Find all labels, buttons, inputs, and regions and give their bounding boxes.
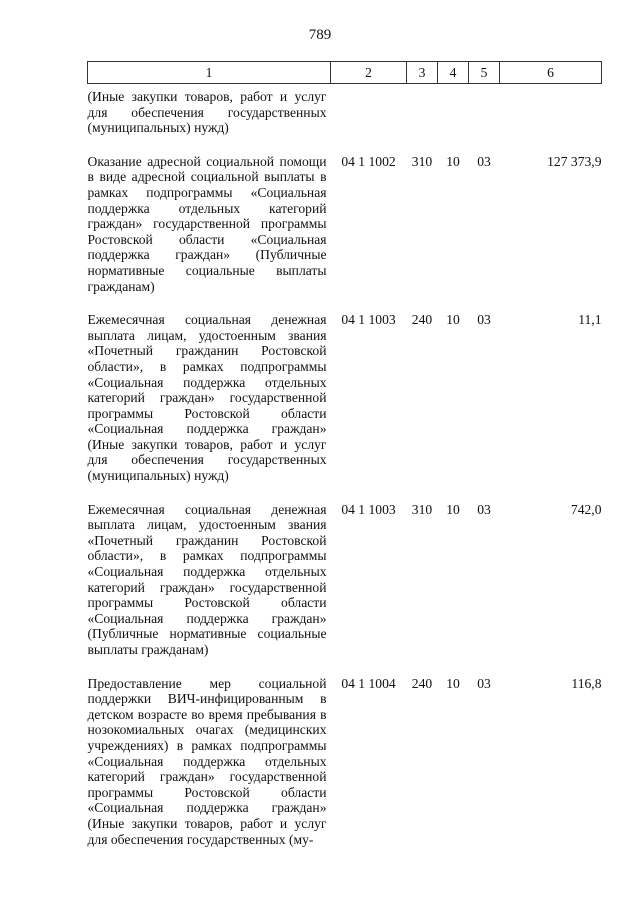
table-row <box>88 676 602 866</box>
row-section: 10 <box>446 153 460 169</box>
row-section: 10 <box>446 675 460 691</box>
row-description: Ежемесячная социальная денежная выплата лицам, удостоенным звания «Почетный гражданин Ростовской области», в рамках подпрограммы «Социальная поддержка отдельных категорий граждан» государственной программы Ростовской области «Социальная поддержка граждан» (Публичные нормативные социальные выплаты гражданам) <box>87 501 327 657</box>
row-description: Оказание адресной социальной помощи в виде адресной социальной выплаты в рамках подпрограммы «Социальная поддержка отдельных категорий граждан» государственной программы Ростовской области «Социальная поддержка граждан» (Публичные нормативные социальные выплаты гражданам) <box>87 153 327 294</box>
row-subsection: 03 <box>477 153 491 169</box>
header-col-1: 1 <box>88 62 331 84</box>
row-subsection <box>469 84 500 154</box>
row-code: 04 1 1003 <box>341 501 396 517</box>
row-subsection: 03 <box>477 312 491 328</box>
row-amount: 127 373,9 <box>547 153 602 169</box>
table-row <box>88 502 602 676</box>
row-amount: 11,1 <box>578 312 602 328</box>
row-type: 240 <box>411 312 433 328</box>
row-code: 04 1 1002 <box>341 153 396 169</box>
table-row <box>88 84 602 154</box>
table-row <box>88 312 602 502</box>
row-code <box>331 84 407 154</box>
header-col-5: 5 <box>469 62 500 84</box>
row-description: (Иные закупки товаров, работ и услуг для обеспечения государственных (муниципальных) нужд) <box>87 89 327 136</box>
row-section: 10 <box>446 312 460 328</box>
row-amount: 742,0 <box>570 501 602 517</box>
row-description: Ежемесячная социальная денежная выплата лицам, удостоенным звания «Почетный гражданин Ростовской области», в рамках подпрограммы «Социальная поддержка отдельных категорий граждан» государственной программы Ростовской области «Социальная поддержка граждан» (Иные закупки товаров, работ и услуг для обеспечения государственных (муниципальных) нужд) <box>87 312 327 484</box>
header-col-2: 2 <box>331 62 407 84</box>
header-col-3: 3 <box>407 62 438 84</box>
row-description: Предоставление мер социальной поддержки ВИЧ-инфицированным в детском возрасте во время пребывания в нозокомиальных очагах (медицинских учреждениях) в рамках подпрограммы «Социальная поддержка отдельных категорий граждан» государственной программы Ростовской области «Социальная поддержка граждан» (Иные закупки товаров, работ и услуг для обеспечения государственных (му- <box>87 675 327 847</box>
table-row <box>88 154 602 312</box>
row-code: 04 1 1004 <box>341 675 396 691</box>
row-amount: 116,8 <box>571 675 602 691</box>
row-code: 04 1 1003 <box>341 312 396 328</box>
row-subsection: 03 <box>477 675 491 691</box>
row-type <box>407 84 438 154</box>
budget-table <box>87 61 602 865</box>
page-number: 789 <box>308 27 332 43</box>
row-subsection: 03 <box>477 501 491 517</box>
row-section: 10 <box>446 501 460 517</box>
row-section <box>438 84 469 154</box>
row-amount <box>500 84 602 154</box>
row-type: 310 <box>411 501 433 517</box>
table-header-row <box>88 62 602 84</box>
row-type: 240 <box>411 675 433 691</box>
header-col-4: 4 <box>438 62 469 84</box>
row-type: 310 <box>411 153 433 169</box>
header-col-6: 6 <box>500 62 602 84</box>
